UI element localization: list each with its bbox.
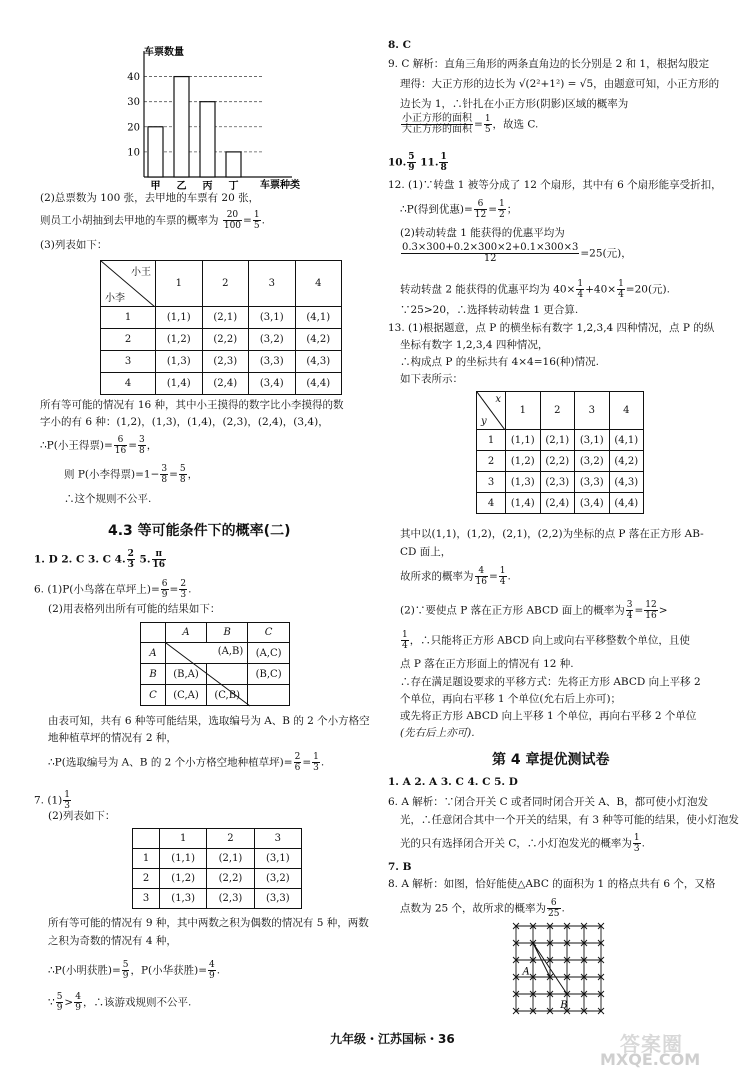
- y-tick-label: 40: [127, 72, 140, 84]
- section-title: 4.3 等可能条件下的概率(二): [108, 523, 291, 539]
- q8-line2: 点数为 25 个，故所求的概率为 $\frac{6}{25}$ .: [400, 898, 565, 919]
- answer-8: 8. C: [388, 39, 411, 51]
- paragraph: 所有等可能的情况有 9 种，其中两数之积为偶数的情况有 5 种，两数: [48, 917, 369, 929]
- paragraph: 之积为奇数的情况有 4 种，: [48, 935, 177, 947]
- bar: [174, 77, 189, 177]
- q12-line3: (2)转动转盘 1 能获得的优惠平均为: [400, 227, 565, 239]
- paragraph: ∴这个规则不公平.: [64, 493, 152, 505]
- paragraph: 其中以(1,1)，(1,2)，(2,1)，(2,2)为坐标的点 P 落在正方形 AB-: [400, 528, 704, 540]
- q12-line5: 转动转盘 2 能获得的优惠平均为 40× $\frac{1}{4}$ +40× $\frac{1}{4}$ =20(元).: [400, 279, 670, 300]
- q2-line2: 则员工小胡抽到去甲地的车票的概率为 $\frac{20}{100}$ = $\frac{1}{5}$ .: [40, 210, 265, 231]
- q12-line4: $\frac{0.3\times 300+0.2\times 300\times 2+0.1\times 300\times 3}{12}$ =25(元)，: [402, 242, 632, 264]
- col-header: B: [207, 623, 248, 643]
- table-row: 1 (1,1) (2,1) (3,1): [133, 849, 302, 869]
- bar: [200, 102, 215, 177]
- table-row: 4 (1,4) (2,4) (3,4) (4,4): [477, 493, 644, 514]
- table-1: [100, 260, 342, 395]
- y-tick-label: 30: [127, 97, 140, 109]
- table-row: 4 (1,4) (2,4) (3,4) (4,4): [101, 373, 342, 395]
- label-a: A: [522, 966, 530, 978]
- q13-line4: 如下表所示：: [400, 373, 463, 385]
- table-3: 1 2 3 1 (1,1) (2,1) (3,1) 2 (1,2) (2,2) (3,2) 3 (1,3) (2,3) (3,3): [132, 828, 302, 909]
- q12-line6: ∵25>20，∴选择转动转盘 1 更合算.: [400, 304, 579, 316]
- y-tick-label: 20: [127, 122, 140, 134]
- q6-line3: 光的只有选择闭合开关 C，∴小灯泡发光的概率为 $\frac{1}{3}$ .: [400, 833, 645, 854]
- chart-ylabel: 车票数量: [144, 47, 184, 58]
- formula-line: 故所求的概率为 $\frac{4}{16}$ = $\frac{1}{4}$ .: [400, 566, 511, 587]
- table-row: 1 (1,1) (2,1) (3,1) (4,1): [477, 430, 644, 451]
- q9-line2: 理得：大正方形的边长为 √(2²+1²) = √5，由题意可知，小正方形的: [400, 78, 720, 90]
- answers-1-5: 1. A 2. A 3. C 4. C 5. D: [388, 776, 518, 788]
- q13-line2: 坐标有数字 1,2,3,4 四种情况，: [400, 339, 549, 351]
- answers-1-5: 1. D 2. C 3. C 4. $\frac{2}{3}$ 5. $\frac{\pi}{16}$: [34, 549, 166, 570]
- paragraph: 个单位，再向右平移 1 个单位(允右后上亦可)；: [400, 693, 622, 705]
- page-footer: 九年级・江苏国标・36: [330, 1032, 455, 1046]
- q9-line4: $\frac{\text{小正方形的面积}}{\text{大正方形的面积}}$ = $\frac{1}{5}$ ，故选 C.: [402, 113, 539, 135]
- table-row: 1 (1,1) (2,1) (3,1) (4,1): [101, 307, 342, 329]
- paragraph: 字小的有 6 种：(1,2)，(1,3)，(1,4)，(2,3)，(2,4)，(3,4)，: [40, 416, 329, 428]
- bar: [148, 127, 163, 177]
- q7-line2: (2)列表如下：: [48, 810, 116, 822]
- x-tick-label: 乙: [176, 181, 187, 190]
- q12-line1: 12. (1)∵转盘 1 被等分成了 12 个扇形，其中有 6 个扇形能享受折扣，: [388, 179, 722, 191]
- watermark-url: MXQE.COM: [600, 1050, 701, 1069]
- paragraph: 点 P 落在正方形面上的情况有 12 种.: [400, 658, 574, 670]
- lattice-grid-figure: [508, 918, 608, 1018]
- col-header: 2: [202, 261, 249, 307]
- paragraph: ∴存在满足题设要求的平移方式：先将正方形 ABCD 向上平移 2: [400, 676, 701, 688]
- chart-xlabel: 车票种类: [260, 180, 300, 190]
- x-tick-label: 丁: [228, 181, 239, 190]
- q12-line2: ∴P(得到优惠)= $\frac{6}{12}$ = $\frac{1}{2}$ ；: [400, 199, 518, 220]
- label-b: B: [560, 1000, 568, 1011]
- formula-line: ∴P(小明获胜)= $\frac{5}{9}$ ，P(小华获胜)= $\frac{4}{9}$ .: [48, 960, 221, 981]
- table-row: C (C,A) (C,B): [141, 685, 290, 706]
- q2-line2-text: 则员工小胡抽到去甲地的车票的概率为: [40, 214, 219, 227]
- x-tick-label: 丙: [202, 181, 213, 190]
- table-row: 3 (1,3) (2,3) (3,3): [133, 889, 302, 909]
- bar: [226, 152, 241, 177]
- q6-line2: (2)用表格列出所有可能的结果如下：: [48, 603, 221, 615]
- paragraph: 所有等可能的情况有 16 种，其中小王摸得的数字比小李摸得的数: [40, 399, 344, 411]
- q6-line1: 6. (1)P(小鸟落在草坪上)= $\frac{6}{9}$ = $\frac{2}{3}$ .: [34, 579, 192, 600]
- q6-line2: 光，∴任意闭合其中一个开关的结果，有 3 种等可能的结果，使小灯泡发: [400, 814, 739, 826]
- q6-line1: 6. A 解析：∵闭合开关 C 或者同时闭合开关 A、B，都可使小灯泡发: [388, 796, 709, 808]
- table-row: B (B,A) (B,C): [141, 664, 290, 685]
- section-title: 第 4 章提优测试卷: [492, 752, 610, 768]
- q3-head: (3)列表如下：: [40, 239, 108, 251]
- table-row: 2 (1,2) (2,2) (3,2) (4,2): [477, 451, 644, 472]
- table-corner: [141, 623, 166, 643]
- table-corner: 小王 小李: [101, 261, 156, 307]
- formula-line: $\frac{1}{4}$ ，∴只能将正方形 ABCD 向上或向右平移整数个单位，且使: [402, 630, 690, 651]
- table-row: A (A,B) (A,C): [141, 643, 290, 664]
- q7-line1: 7. (1) $\frac{1}{3}$: [34, 790, 70, 811]
- table-row: 3 (1,3) (2,3) (3,3) (4,3): [101, 351, 342, 373]
- table-corner: [133, 829, 160, 849]
- q8-line1: 8. A 解析：如图，恰好能使△ABC 的面积为 1 的格点共有 6 个，又格: [388, 878, 716, 890]
- formula-line: ∵ $\frac{5}{9}$ > $\frac{4}{9}$ ，∴该游戏规则不公平.: [48, 992, 192, 1013]
- col-header: A: [166, 623, 207, 643]
- paragraph: 由表可知，共有 6 种等可能结果，选取编号为 A、B 的 2 个小方格空: [48, 715, 370, 727]
- paragraph: (先右后上亦可).: [400, 727, 475, 739]
- col-header: 4: [295, 261, 342, 307]
- paragraph: 地种植草坪的情况有 2 种，: [48, 732, 177, 744]
- q13-line3: ∴构成点 P 的坐标共有 4×4=16(种)情况.: [400, 356, 599, 368]
- bar-chart: [110, 40, 310, 190]
- formula-line: 则 P(小李得票)=1− $\frac{3}{8}$ = $\frac{5}{8}$ ，: [64, 464, 199, 485]
- table-row: 3 (1,3) (2,3) (3,3) (4,3): [477, 472, 644, 493]
- q9-line1: 9. C 解析：直角三角形的两条直角边的长分别是 2 和 1，根据勾股定: [388, 58, 710, 70]
- formula-line: (2)∵要使点 P 落在正方形 ABCD 面上的概率为 $\frac{3}{4}$ = $\frac{12}{16}$ >: [400, 600, 668, 621]
- q2-line1: (2)总票数为 100 张，去甲地的车票有 20 张，: [40, 192, 260, 204]
- answers-10-11: 10. $\frac{5}{9}$ 11. $\frac{1}{8}$: [388, 152, 447, 173]
- col-header: C: [248, 623, 290, 643]
- paragraph: 或先将正方形 ABCD 向上平移 1 个单位，再向右平移 2 个单位: [400, 710, 697, 722]
- y-tick-label: 10: [127, 147, 140, 159]
- fraction: $\frac{20}{100}$: [223, 210, 242, 231]
- watermark: 答案圈: [620, 1032, 683, 1056]
- x-tick-label: 甲: [150, 181, 161, 190]
- table-corner: x y: [477, 392, 506, 430]
- fraction: $\frac{1}{5}$: [253, 210, 260, 231]
- table-row: 2 (1,2) (2,2) (3,2) (4,2): [101, 329, 342, 351]
- paragraph: CD 面上，: [400, 546, 452, 558]
- table-row: 2 (1,2) (2,2) (3,2): [133, 869, 302, 889]
- formula-line: ∴P(选取编号为 A、B 的 2 个小方格空地种植草坪)= $\frac{2}{6}$ = $\frac{1}{3}$ .: [48, 752, 325, 773]
- answer-7: 7. B: [388, 861, 412, 873]
- col-header: 3: [249, 261, 296, 307]
- q13-line1: 13. (1)根据题意，点 P 的横坐标有数字 1,2,3,4 四种情况，点 P 的纵: [388, 322, 715, 334]
- table-2: [140, 622, 290, 706]
- formula-line: ∴P(小王得票)= $\frac{6}{16}$ = $\frac{3}{8}$ ，: [40, 435, 158, 456]
- q9-line3: 边长为 1，∴针扎在小正方形(阴影)区域的概率为: [400, 98, 629, 110]
- col-header: 1: [156, 261, 203, 307]
- table-4: x y 1 2 3 4 1 (1,1) (2,1) (3,1) (4,1) 2 (1,2) (2,2) (3,2) (4,2) 3 (1,3) (2,3) (3,3) (4,3) 4 (1,4) (2,4) (3,4) (4,4): [476, 391, 644, 514]
